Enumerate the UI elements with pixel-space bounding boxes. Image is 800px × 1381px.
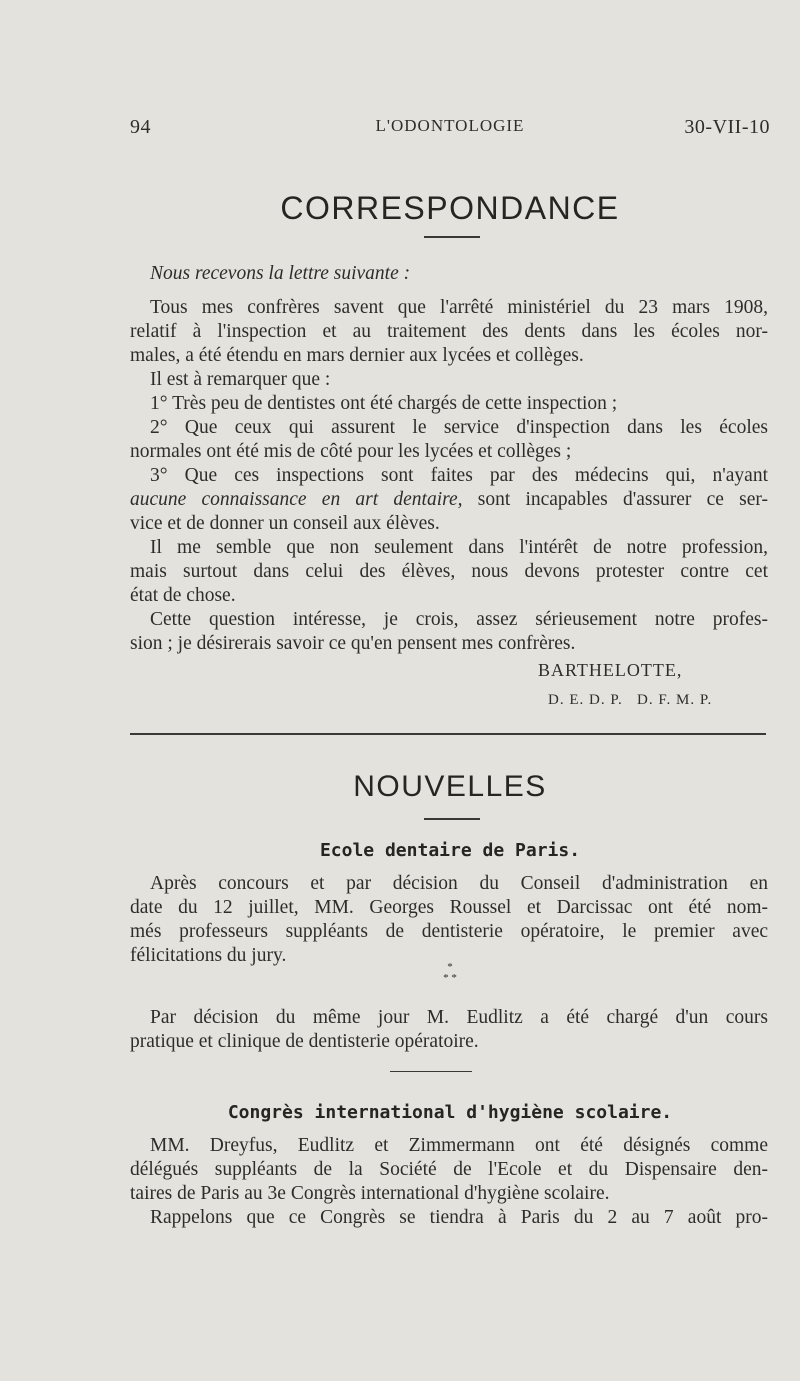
section-title-correspondance: CORRESPONDANCE [280,190,620,226]
body-line: més professeurs suppléants de dentisterie opératoire, le premier avec [130,921,768,942]
short-divider [390,1071,472,1072]
body-line: taires de Paris au 3e Congrès international d'hygiène scolaire. [130,1183,610,1204]
asterism-top: * [447,961,453,973]
intro-line: Nous recevons la lettre suivante : [150,263,411,284]
body-line-mixed [130,488,768,512]
body-line: 3° Que ces inspections sont faites par des médecins qui, n'ayant [150,465,768,486]
body-line: Il est à remarquer que : [150,369,331,390]
body-line: délégués suppléants de la Société de l'Ecole et du Dispensaire den- [130,1159,768,1180]
running-head [130,116,770,140]
signature: BARTHELOTTE, [538,660,683,680]
body-line: males, a été étendu en mars dernier aux lycées et collèges. [130,345,584,366]
title-divider [424,236,480,238]
issue-date: 30-VII-10 [684,116,770,138]
body-line: Après concours et par décision du Conseil d'administration en [150,873,768,894]
body-line: Rappelons que ce Congrès se tiendra à Paris du 2 au 7 août pro- [150,1207,768,1228]
subsection-title-congres: Congrès international d'hygiène scolaire. [227,1102,673,1123]
emphasis-text: aucune connaissance en art dentaire, [130,489,463,510]
body-line: 2° Que ceux qui assurent le service d'inspection dans les écoles [150,417,768,438]
body-line: relatif à l'inspection et au traitement des dents dans les écoles nor- [130,321,768,342]
body-line: félicitations du jury. [130,945,287,966]
body-line: sion ; je désirerais savoir ce qu'en pensent mes confrères. [130,633,576,654]
body-line: date du 12 juillet, MM. Georges Roussel et Darcissac ont été nom- [130,897,768,918]
body-line: vice et de donner un conseil aux élèves. [130,513,440,534]
correspondance-body [130,262,768,656]
body-line: Tous mes confrères savent que l'arrêté ministériel du 23 mars 1908, [150,297,768,318]
eudlitz-paragraph [130,1006,768,1054]
journal-title: L'ODONTOLOGIE [375,116,525,135]
body-line: Cette question intéresse, je crois, assez sérieusement notre profes- [150,609,768,630]
congres-paragraph [130,1134,768,1230]
asterism-bottom: * * [443,972,457,984]
ecole-paragraph [130,872,768,968]
body-line: pratique et clinique de dentisterie opératoire. [130,1031,479,1052]
body-line: état de chose. [130,585,236,606]
body-line: MM. Dreyfus, Eudlitz et Zimmermann ont été désignés comme [150,1135,768,1156]
body-line: Il me semble que non seulement dans l'intérêt de notre profession, [150,537,768,558]
body-line: mais surtout dans celui des élèves, nous devons protester contre cet [130,561,768,582]
title-divider [424,818,480,820]
credentials: D. E. D. P. D. F. M. P. [548,692,713,708]
body-line: 1° Très peu de dentistes ont été chargés de cette inspection ; [150,393,618,414]
asterism [430,962,470,984]
section-separator [130,733,766,735]
body-text: sont incapables d'assurer ce ser- [462,489,768,510]
section-title-nouvelles: NOUVELLES [353,770,547,803]
subsection-title-ecole: Ecole dentaire de Paris. [319,840,581,861]
body-line: normales ont été mis de côté pour les lycées et collèges ; [130,441,572,462]
body-line: Par décision du même jour M. Eudlitz a été chargé d'un cours [150,1007,768,1028]
page-number: 94 [130,116,151,138]
